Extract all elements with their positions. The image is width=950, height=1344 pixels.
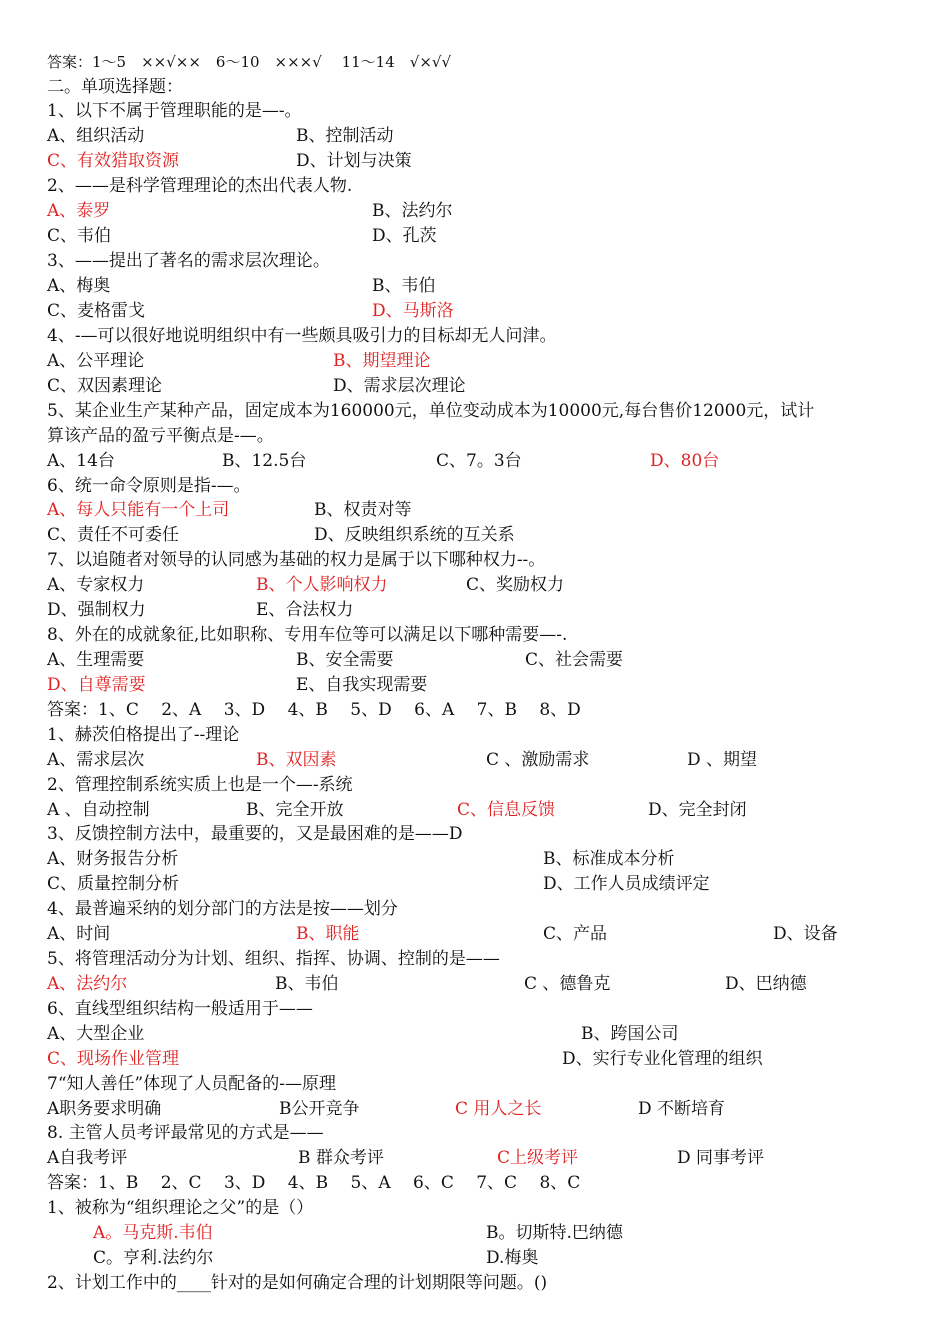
text-line [0, 822, 950, 847]
text-segment: D、完全封闭 [648, 800, 747, 820]
text-segment: 2、计划工作中的____针对的是如何确定合理的计划期限等问题。() [47, 1273, 548, 1293]
text-line [0, 349, 950, 374]
text-segment: 1、赫茨伯格提出了--理论 [47, 725, 240, 745]
text-segment: A、财务报告分析 [47, 849, 179, 869]
text-segment: D、实行专业化管理的组织 [562, 1049, 763, 1069]
text-line [0, 673, 950, 698]
text-segment: B、跨国公司 [581, 1024, 679, 1044]
text-segment: A自我考评 [47, 1148, 128, 1168]
text-segment: 3、反馈控制方法中，最重要的，又是最困难的是——D [47, 824, 463, 844]
text-segment: B、控制活动 [296, 126, 394, 146]
highlighted-answer: D、自尊需要 [47, 675, 146, 695]
text-segment: B、法约尔 [372, 201, 453, 221]
text-segment: C、质量控制分析 [47, 874, 180, 894]
text-segment: A职务要求明确 [47, 1099, 162, 1119]
text-segment: 2、——是科学管理理论的杰出代表人物. [47, 176, 353, 196]
text-segment: D 同事考评 [677, 1148, 765, 1168]
text-segment: A、14台 [47, 451, 115, 471]
highlighted-answer: B、双因素 [256, 750, 337, 770]
text-line [0, 1146, 950, 1171]
text-segment: 1、被称为“组织理论之父”的是（） [47, 1198, 314, 1218]
text-segment: 4、最普遍采纳的划分部门的方法是按——划分 [47, 899, 398, 919]
highlighted-answer: D、马斯洛 [372, 301, 454, 321]
text-line [0, 773, 950, 798]
text-segment: C 、激励需求 [486, 750, 590, 770]
text-segment: C、双因素理论 [47, 376, 163, 396]
text-segment: 6、统一命令原则是指-—。 [47, 476, 251, 496]
text-segment: D、孔茨 [372, 226, 437, 246]
text-line [0, 748, 950, 773]
text-line [0, 274, 950, 299]
text-segment: C、奖励权力 [466, 575, 565, 595]
text-segment: 答案：1、C 2、A 3、D 4、B 5、D 6、A 7、B 8、D [47, 700, 581, 720]
text-segment: A、组织活动 [47, 126, 145, 146]
text-segment: C、责任不可委任 [47, 525, 180, 545]
highlighted-answer: C、有效猎取资源 [47, 151, 180, 171]
text-line [0, 847, 950, 872]
text-segment: 5、某企业生产某种产品，固定成本为160000元，单位变动成本为10000元,每台售价12000元，试计 [47, 401, 815, 421]
text-line [0, 99, 950, 124]
text-segment: C、麦格雷戈 [47, 301, 146, 321]
text-line [0, 1196, 950, 1221]
text-segment: 算该产品的盈亏平衡点是-—。 [47, 426, 274, 446]
text-segment: D、需求层次理论 [333, 376, 466, 396]
text-line [0, 1121, 950, 1146]
text-segment: D 不断培育 [638, 1099, 726, 1119]
text-segment: C、韦伯 [47, 226, 112, 246]
text-segment: A、大型企业 [47, 1024, 145, 1044]
text-segment: D、巴纳德 [725, 974, 807, 994]
text-line [0, 299, 950, 324]
text-line [0, 798, 950, 823]
text-line [0, 548, 950, 573]
highlighted-answer: D、80台 [650, 451, 720, 471]
text-segment: D.梅奥 [486, 1248, 539, 1268]
text-line [0, 224, 950, 249]
text-segment: C。亨利.法约尔 [93, 1248, 214, 1268]
text-segment: D 、期望 [687, 750, 758, 770]
text-segment: B、标准成本分析 [543, 849, 675, 869]
text-segment: A、梅奥 [47, 276, 111, 296]
text-segment: D、工作人员成绩评定 [543, 874, 710, 894]
text-line [0, 648, 950, 673]
text-segment: 8. 主管人员考评最常见的方式是—— [47, 1123, 324, 1143]
highlighted-answer: A、泰罗 [47, 201, 111, 221]
highlighted-answer: C 用人之长 [455, 1099, 542, 1119]
highlighted-answer: C、现场作业管理 [47, 1049, 180, 1069]
highlighted-answer: B、期望理论 [333, 351, 431, 371]
text-line [0, 947, 950, 972]
text-line [0, 324, 950, 349]
text-segment: 6、直线型组织结构一般适用于—— [47, 999, 313, 1019]
text-line [0, 573, 950, 598]
text-line [0, 972, 950, 997]
text-line [0, 50, 950, 75]
text-segment: A、公平理论 [47, 351, 145, 371]
text-segment: 5、将管理活动分为计划、组织、指挥、协调、控制的是—— [47, 949, 500, 969]
text-segment: B、韦伯 [275, 974, 339, 994]
text-line [0, 1221, 950, 1246]
text-line [0, 523, 950, 548]
text-segment: C、7。3台 [436, 451, 522, 471]
highlighted-answer: A、法约尔 [47, 974, 128, 994]
text-segment: C、产品 [543, 924, 608, 944]
text-segment: D、设备 [773, 924, 838, 944]
text-line [0, 872, 950, 897]
text-segment: B 群众考评 [298, 1148, 384, 1168]
text-line [0, 1246, 950, 1271]
text-segment: A、需求层次 [47, 750, 145, 770]
text-segment: A、生理需要 [47, 650, 145, 670]
text-segment: D、强制权力 [47, 600, 146, 620]
text-line [0, 1271, 950, 1296]
text-line [0, 623, 950, 648]
text-line [0, 174, 950, 199]
text-line [0, 75, 950, 100]
text-segment: 3、——提出了著名的需求层次理论。 [47, 251, 330, 271]
text-segment: 7、以追随者对领导的认同感为基础的权力是属于以下哪种权力--。 [47, 550, 546, 570]
text-segment: E、自我实现需要 [296, 675, 428, 695]
text-segment: B。切斯特.巴纳德 [486, 1223, 623, 1243]
text-segment: C 、德鲁克 [524, 974, 611, 994]
text-segment: B、完全开放 [246, 800, 344, 820]
highlighted-answer: A。马克斯.韦伯 [93, 1223, 213, 1243]
highlighted-answer: B、职能 [296, 924, 360, 944]
text-line [0, 598, 950, 623]
text-segment: 1、以下不属于管理职能的是—-。 [47, 101, 302, 121]
text-line [0, 997, 950, 1022]
text-segment: A、时间 [47, 924, 111, 944]
text-segment: E、合法权力 [256, 600, 354, 620]
text-line [0, 149, 950, 174]
text-segment: B公开竞争 [279, 1099, 360, 1119]
highlighted-answer: A、每人只能有一个上司 [47, 500, 230, 520]
text-line [0, 698, 950, 723]
text-segment: D、计划与决策 [296, 151, 412, 171]
text-line [0, 249, 950, 274]
text-segment: A 、自动控制 [47, 800, 150, 820]
text-line [0, 1097, 950, 1122]
text-line [0, 498, 950, 523]
text-segment: A、专家权力 [47, 575, 145, 595]
text-segment: 8、外在的成就象征,比如职称、专用车位等可以满足以下哪种需要—-. [47, 625, 568, 645]
text-segment: B、韦伯 [372, 276, 436, 296]
text-line [0, 124, 950, 149]
text-line [0, 199, 950, 224]
text-segment: B、权责对等 [314, 500, 412, 520]
highlighted-answer: B、个人影响权力 [256, 575, 388, 595]
text-line [0, 474, 950, 499]
text-line [0, 374, 950, 399]
text-segment: 7“知人善任”体现了人员配备的-—原理 [47, 1074, 336, 1094]
text-segment: 4、-—可以很好地说明组织中有一些颇具吸引力的目标却无人问津。 [47, 326, 557, 346]
text-segment: B、安全需要 [296, 650, 394, 670]
text-line [0, 449, 950, 474]
text-line [0, 1171, 950, 1196]
highlighted-answer: C上级考评 [497, 1148, 579, 1168]
text-segment: 答案：1、B 2、C 3、D 4、B 5、A 6、C 7、C 8、C [47, 1173, 581, 1193]
text-line [0, 424, 950, 449]
text-segment: C、社会需要 [525, 650, 624, 670]
text-line [0, 1022, 950, 1047]
text-segment: 答案：1～5 ××√×× 6～10 ×××√ 11～14 √×√√ [47, 53, 451, 71]
text-line [0, 723, 950, 748]
highlighted-answer: C、信息反馈 [457, 800, 556, 820]
text-segment: 二。单项选择题： [47, 77, 183, 97]
text-line [0, 922, 950, 947]
text-segment: D、反映组织系统的互关系 [314, 525, 515, 545]
text-line [0, 897, 950, 922]
text-line [0, 399, 950, 424]
text-segment: 2、管理控制系统实质上也是一个—-系统 [47, 775, 353, 795]
text-segment: B、12.5台 [222, 451, 307, 471]
text-line [0, 1072, 950, 1097]
text-line [0, 1047, 950, 1072]
